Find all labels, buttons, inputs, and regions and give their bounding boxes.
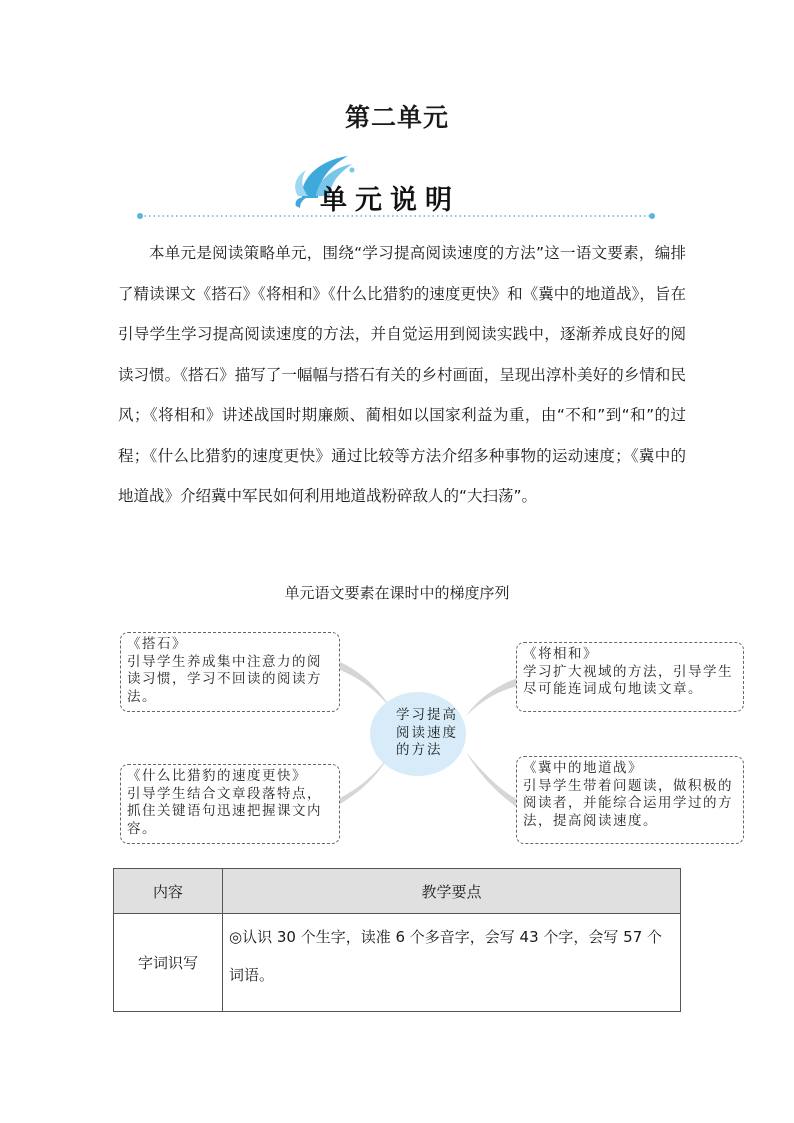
section-title: 单元说明 [320, 185, 460, 216]
node-text: 学习扩大视域的方法，引导学生尽可能连词成句地读文章。 [523, 663, 733, 697]
center-line: 的方法 [396, 742, 443, 758]
divider-endpoint-dot [649, 213, 655, 219]
header-content: 内容 [114, 869, 223, 914]
row-content: ◎认识 30 个生字，读准 6 个多音字，会写 43 个字，会写 57 个词语。 [223, 914, 681, 1012]
splash-drop-icon [296, 197, 306, 208]
node-title: 《搭石》 [127, 636, 187, 652]
node-title: 《什么比猎豹的速度更快》 [127, 768, 307, 784]
node-text: 引导学生结合文章段落特点，抓住关键语句迅速把握课文内容。 [127, 785, 322, 837]
splash-drop-icon [350, 168, 355, 173]
node-title: 《冀中的地道战》 [523, 760, 643, 776]
divider-endpoint-dot [137, 213, 143, 219]
mindmap-node-didaozhan [516, 756, 744, 844]
table-row [114, 914, 681, 1012]
sequence-heading: 单元语文要素在课时中的梯度序列 [284, 584, 510, 602]
mindmap-node-jiangxianghe [516, 642, 744, 712]
mindmap [0, 620, 794, 860]
connector-branch [466, 678, 518, 716]
center-line: 学习提高 [396, 707, 458, 723]
node-title: 《将相和》 [523, 646, 598, 662]
mindmap-node-dashi [120, 632, 340, 712]
mindmap-center [370, 692, 466, 776]
page-title: 第二单元 [344, 103, 449, 132]
row-label: 字词识写 [114, 914, 223, 1012]
node-text: 引导学生带着问题读，做积极的阅读者，并能综合运用学过的方法，提高阅读速度。 [523, 777, 733, 829]
header-teaching-points: 教学要点 [223, 869, 681, 914]
node-text: 引导学生养成集中注意力的阅读习惯，学习不回读的阅读方法。 [127, 653, 322, 705]
teaching-points-table [113, 868, 681, 1012]
section-header [0, 150, 794, 225]
center-line: 阅读速度 [396, 724, 458, 741]
intro-paragraph: 本单元是阅读策略单元，围绕“学习提高阅读速度的方法”这一语文要素，编排了精读课文《搭石》《将相和》《什么比猎豹的速度更快》和《冀中的地道战》，旨在引导学生学习提高阅读速度的方法，并自觉运用到阅读实践中，逐渐养成良好的阅读习惯。《搭石》描写了一幅幅与搭石有关的乡村画面，呈现出淳朴美好的乡情和民风；《将相和》讲述战国时期廉颇、蔺相如以国家利益为重，由“不和”到“和”的过程；《什么比猎豹的速度更快》通过比较等方法介绍多种事物的运动速度；《冀中的地道战》介绍冀中军民如何利用地道战粉碎敌人的“大扫荡”。 [118, 244, 686, 505]
mindmap-node-liebao [120, 764, 340, 844]
connector-branch [466, 752, 518, 808]
table-header-row [114, 869, 681, 914]
